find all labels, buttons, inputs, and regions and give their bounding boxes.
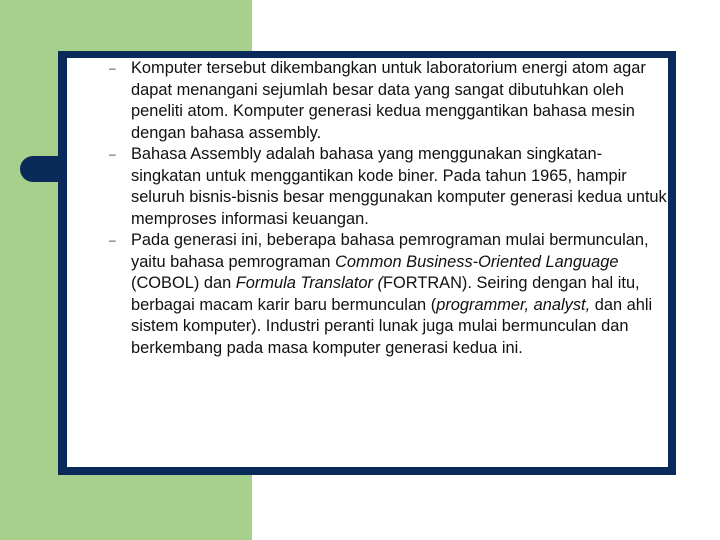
bullet-item-3 (109, 230, 667, 359)
bullet-list (109, 58, 667, 359)
bullet-text-1: Komputer tersebut dikembangkan untuk laboratorium energi atom agar dapat menangani sejumlah besar data yang sangat dibutuhkan oleh peneliti atom. Komputer generasi kedua menggantikan bahasa mesin dengan bahasa assembly. (131, 59, 646, 142)
decorative-tab (20, 156, 70, 182)
bullet-3-careers: programmer, analyst, (436, 295, 591, 314)
bullet-item-2 (109, 144, 667, 230)
bullet-text-2: Bahasa Assembly adalah bahasa yang menggunakan singkatan-singkatan untuk menggantikan kode biner. Pada tahun 1965, hampir seluruh bisnis-bisnis besar menggunakan komputer generasi kedua untuk memproses informasi keuangan. (131, 145, 667, 228)
bullet-3-part-3: (COBOL) dan (131, 274, 236, 292)
bullet-3-part-7: dan ahli sistem komputer). Industri peranti lunak juga mulai bermunculan dan berkembang pada masa komputer generasi kedua ini. (131, 295, 653, 357)
content-panel (67, 58, 668, 467)
bullet-dash-icon: – (109, 233, 116, 247)
bullet-dash-icon: – (109, 147, 116, 161)
bullet-text-3 (131, 230, 667, 359)
bullet-3-part-5: FORTRAN). Seiring dengan hal itu, berbagai macam karir baru bermunculan ( (131, 274, 640, 314)
bullet-3-cobol-term: Common Business-Oriented Language (335, 252, 619, 271)
bullet-3-fortran-term: Formula Translator ( (235, 274, 384, 292)
bullet-item-1 (109, 58, 667, 144)
bullet-dash-icon: – (109, 61, 116, 75)
bullet-3-part-1: Pada generasi ini, beberapa bahasa pemrograman mulai bermunculan, yaitu bahasa pemrograman (131, 231, 649, 271)
